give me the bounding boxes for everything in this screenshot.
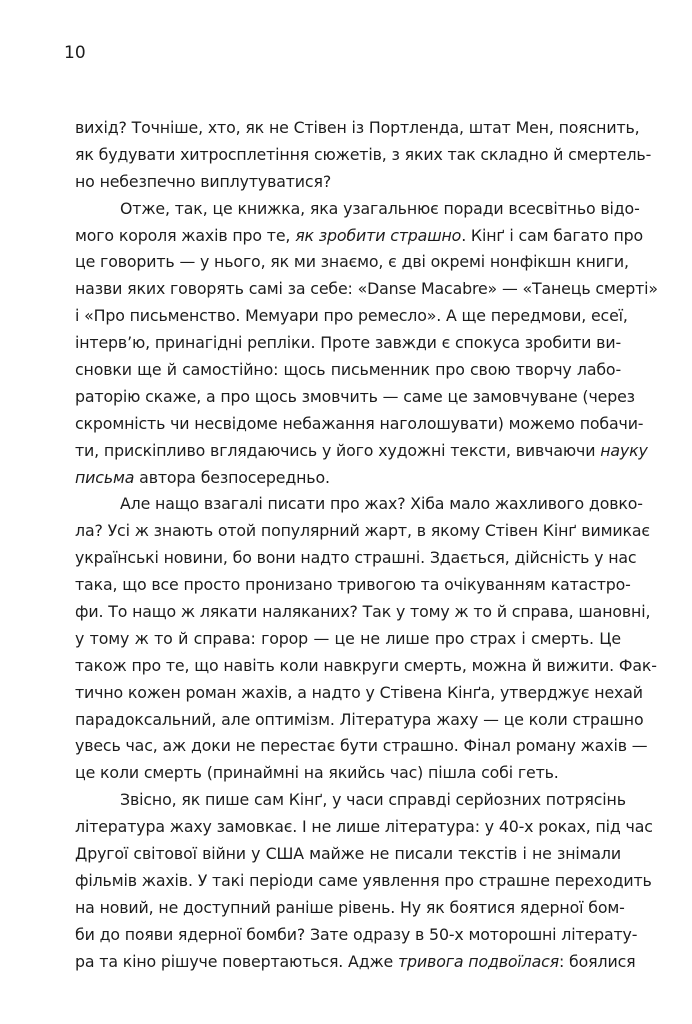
text-span: фи. То нащо ж лякати наляканих? Так у тому ж то й справа, шановні,: [75, 602, 651, 622]
text-span: на новий, не доступний раніше рівень. Ну як боятися ядерної бом-: [75, 897, 625, 917]
text-span: Отже, так, це книжка, яка узагальнює поради всесвітньо відо-: [120, 198, 640, 218]
text-line: [75, 599, 651, 626]
text-line: [75, 653, 657, 680]
text-span: така, що все просто пронизано тривогою та очікуванням катастро-: [75, 575, 631, 595]
text-span: раторію скаже, а про щось змовчить — саме це замовчуване (через: [75, 386, 635, 406]
text-span: Другої світової війни у США майже не писали текстів і не знімали: [75, 844, 621, 864]
text-span: фільмів жахів. У такі періоди саме уявлення про страшне переходить: [75, 870, 652, 890]
paragraph-first-line: [75, 196, 640, 223]
text-span: но небезпечно виплутуватися?: [75, 171, 332, 191]
text-span: скромність чи несвідоме небажання наголошувати) можемо побачи-: [75, 413, 644, 433]
text-line: [75, 814, 653, 841]
page-number: 10: [64, 43, 86, 63]
text-line: [75, 142, 652, 169]
italic-text: письма: [75, 467, 135, 487]
text-line: [75, 115, 640, 142]
text-line: [75, 949, 636, 976]
text-line: [75, 868, 652, 895]
text-span: також про те, що навіть коли навкруги смерть, можна й вижити. Фак-: [75, 655, 657, 675]
text-line: [75, 357, 621, 384]
text-span: Звісно, як пише сам Кінґ, у часи справді серйозних потрясінь: [120, 790, 626, 810]
text-line: [75, 760, 621, 787]
text-line: [75, 276, 658, 303]
text-span: би до появи ядерної бомби? Зате одразу в 50-х моторошні літерату-: [75, 924, 638, 944]
text-span: українські новини, бо вони надто страшні. Здається, дійсність у нас: [75, 548, 637, 568]
text-span: і «Про письменство. Мемуари про ремесло». А ще передмови, есеї,: [75, 306, 628, 326]
text-span: . Кінґ і сам багато про: [461, 225, 644, 245]
text-span: ла? Усі ж знають отой популярний жарт, в якому Стівен Кінґ вимикає: [75, 521, 650, 541]
text-span: Але нащо взагалі писати про жах? Хіба мало жахливого довко-: [120, 494, 643, 514]
text-line: [75, 707, 644, 734]
italic-text: як зробити страшно: [295, 225, 462, 245]
italic-text: науку: [600, 440, 648, 460]
text-line: [75, 438, 648, 465]
text-line: [75, 465, 621, 492]
text-line: [75, 922, 638, 949]
text-line: [75, 626, 621, 653]
paragraph-first-line: [75, 787, 626, 814]
text-span: автора безпосередньо.: [134, 467, 330, 487]
text-line: [75, 680, 643, 707]
text-span: парадоксальний, але оптимізм. Література жаху — це коли страшно: [75, 709, 644, 729]
text-span: вихід? Точніше, хто, як не Стівен із Портленда, штат Мен, пояснить,: [75, 118, 640, 137]
text-line: [75, 841, 621, 868]
text-line: [75, 733, 648, 760]
text-span: це коли смерть (принаймні на якийсь час) пішла собі геть.: [75, 763, 559, 783]
text-line: [75, 169, 621, 196]
text-span: ти, прискіпливо вглядаючись у його художні тексти, вивчаючи: [75, 440, 601, 460]
text-line: [75, 330, 621, 357]
text-line: [75, 411, 644, 438]
text-line: [75, 895, 625, 922]
paragraph-first-line: [75, 491, 643, 518]
italic-text: тривога подвоїлася: [398, 951, 560, 971]
text-span: : боялися: [559, 951, 636, 971]
text-span: інтерв’ю, принагідні репліки. Проте завжди є спокуса зробити ви-: [75, 333, 621, 353]
text-span: мого короля жахів про те,: [75, 225, 296, 245]
text-span: сновки ще й самостійно: щось письменник про свою творчу лабо-: [75, 360, 621, 380]
text-span: література жаху замовкає. І не лише література: у 40-х роках, під час: [75, 817, 653, 837]
text-span: тично кожен роман жахів, а надто у Стівена Кінґа, утверджує нехай: [75, 682, 643, 702]
body-text: [75, 115, 658, 976]
text-line: [75, 518, 650, 545]
text-line: [75, 572, 631, 599]
text-span: у тому ж то й справа: горор — це не лише про страх і смерть. Це: [75, 628, 621, 648]
text-line: [75, 303, 628, 330]
text-span: ра та кіно рішуче повертаються. Адже: [75, 951, 398, 971]
text-line: [75, 223, 644, 250]
text-span: назви яких говорять самі за себе: «Danse Macabre» — «Танець смерті»: [75, 279, 658, 299]
text-line: [75, 545, 637, 572]
text-line: [75, 384, 635, 411]
text-span: як будувати хитросплетіння сюжетів, з яких так складно й смертель-: [75, 144, 652, 164]
text-span: увесь час, аж доки не перестає бути страшно. Фінал роману жахів —: [75, 736, 648, 756]
text-span: це говорить — у нього, як ми знаємо, є дві окремі нонфікшн книги,: [75, 252, 629, 272]
text-line: [75, 249, 629, 276]
